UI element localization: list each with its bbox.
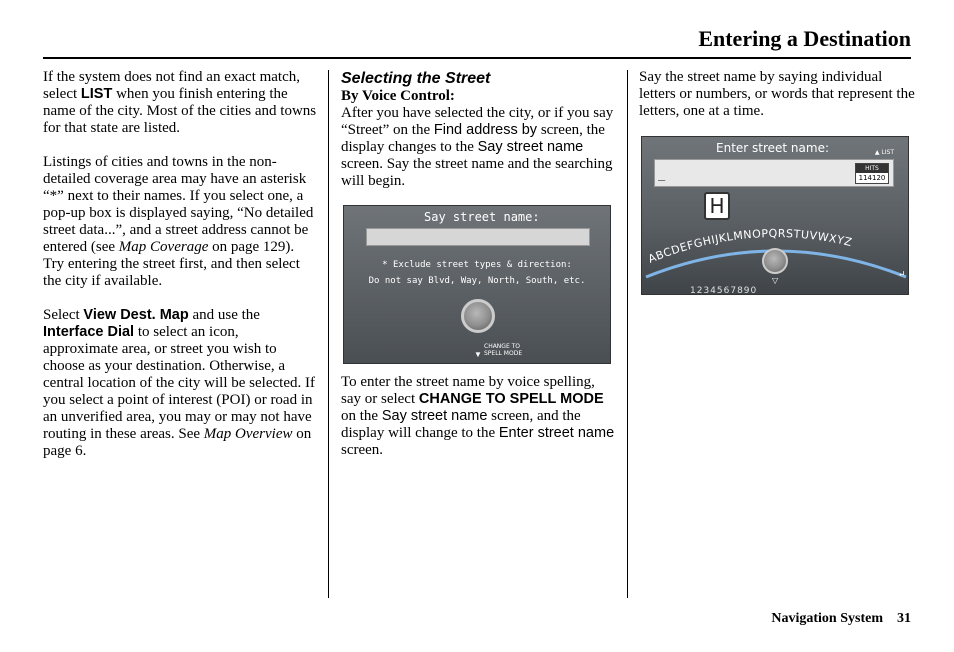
interface-dial-knob <box>762 248 788 274</box>
view-dest-map-keyword: View Dest. Map <box>83 307 189 323</box>
map-coverage-ref: Map Coverage <box>118 239 209 255</box>
sub-heading: By Voice Control: <box>341 88 455 104</box>
down-arrow-icon: ▼ <box>474 350 482 359</box>
alphabet-letters: ABCDEFGHIJKLMNOPQRSTUVWXYZ <box>646 226 854 266</box>
paragraph-list-info: If the system does not find an exact match, select LIST when you finish entering the name of the city. Most of the cities and towns for that state are listed. <box>43 69 317 136</box>
screen-title: Enter street name: <box>716 141 830 155</box>
title-rule <box>43 57 911 59</box>
page-title: Entering a Destination <box>698 26 911 51</box>
hits-counter: HITS 114120 <box>855 163 889 184</box>
screen-title: Say street name: <box>424 210 540 224</box>
list-button: ▲ LIST <box>874 149 894 156</box>
paragraph-spell-mode: To enter the street name by voice spelling, say or select CHANGE TO SPELL MODE on the Say street name screen, and the display will change to the Enter street name screen. <box>341 374 615 458</box>
column-divider-1 <box>328 70 329 598</box>
paragraph-view-dest: Select View Dest. Map and use the Interface Dial to select an icon, approximate area, or street you wish to choose as your destination. Otherwise, a central location of the city will be selected. If you select a point of interest (POI) or road in an unverified area, you may or may not have routing in these areas. See Map Overview on page 6. <box>43 307 315 459</box>
list-keyword: LIST <box>80 86 113 102</box>
interface-dial-keyword: Interface Dial <box>43 324 135 340</box>
street-name-field <box>366 228 590 246</box>
column-middle <box>341 69 615 459</box>
section-heading: Selecting the Street <box>341 70 491 87</box>
selected-letter-popup: H <box>704 192 730 220</box>
interface-dial-knob <box>461 299 495 333</box>
enter-street-name-screen <box>641 136 909 295</box>
say-street-name-screen <box>343 205 611 364</box>
page-number: 31 <box>897 611 911 626</box>
do-not-say-note: Do not say Blvd, Way, North, South, etc. <box>368 276 586 286</box>
enter-icon: ↵ <box>898 269 906 279</box>
paragraph-voice-control: After you have selected the city, or if you say “Street” on the Find address by screen, the display changes to the Say street name screen. Say the street name and the searching will begin. <box>341 105 614 189</box>
column-right <box>639 69 915 295</box>
down-arrow-icon: ▽ <box>772 276 779 285</box>
paragraph-non-detailed: Listings of cities and towns in the non-detailed coverage area may have an asterisk “*” next to their names. If you select one, a pop-up box is displayed saying, “No detailed street data...”, and a street address cannot be entered (see Map Coverage on page 129). Try entering the street first, and then select the city if available. <box>43 154 314 289</box>
street-name-entry-field <box>654 159 894 187</box>
text-cursor: _ <box>658 167 666 181</box>
change-to-spell-mode-keyword: CHANGE TO SPELL MODE <box>418 391 604 407</box>
column-divider-2 <box>627 70 628 598</box>
map-overview-ref: Map Overview <box>203 426 293 442</box>
page-footer <box>771 611 911 627</box>
footer-text: Navigation System <box>771 611 883 626</box>
change-to-spell-mode-option: CHANGE TO SPELL MODE <box>484 343 523 357</box>
column-left <box>43 69 317 460</box>
paragraph-spelling: Say the street name by saying individual letters or numbers, or words that represent the letters, one at a time. <box>639 69 915 119</box>
exclude-note: * Exclude street types & direction: <box>382 260 572 270</box>
number-row: 1234567890 <box>690 286 758 295</box>
